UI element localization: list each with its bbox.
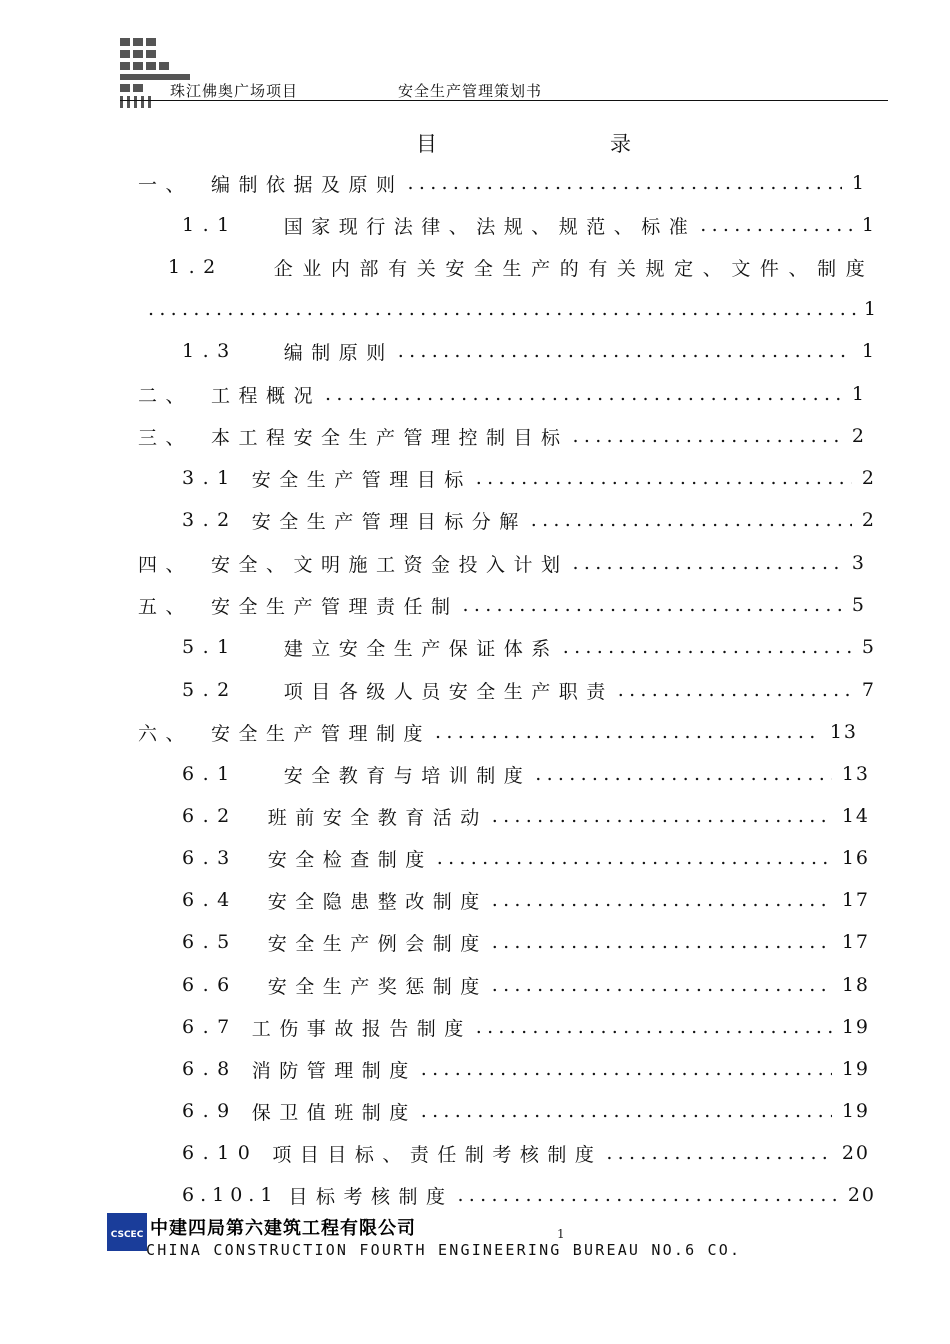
toc-entry-text: 安全生产管理目标	[251, 468, 472, 491]
toc-leader	[476, 1016, 832, 1038]
toc-entry[interactable]	[138, 421, 866, 451]
toc-entry[interactable]	[182, 210, 876, 240]
toc-leader	[535, 763, 832, 785]
toc-entry-text: 安全生产管理目标分解	[251, 510, 527, 533]
toc-entry-page: 20	[841, 1142, 870, 1164]
toc-entry-page: 17	[841, 931, 870, 953]
toc-entry-number: 三、	[138, 426, 194, 449]
toc-entry-text: 安全隐患整改制度	[267, 890, 488, 913]
toc-entry-page: 1	[861, 340, 876, 362]
toc-title	[0, 128, 950, 158]
toc-entry-text: 项目各级人员安全生产职责	[283, 680, 614, 703]
toc-entry-number: 6.10.1	[182, 1184, 279, 1206]
toc-entry[interactable]	[182, 675, 876, 705]
toc-entry-text: 安全生产奖惩制度	[267, 975, 488, 998]
toc-entry-page: 13	[841, 763, 870, 785]
toc-entry[interactable]	[182, 1054, 870, 1084]
toc-leader	[421, 1058, 832, 1080]
toc-entry-number: 6.1	[182, 763, 238, 785]
toc-entry[interactable]	[182, 336, 876, 366]
toc-entry[interactable]	[138, 548, 866, 578]
toc-entry-text: 班前安全教育活动	[267, 806, 488, 829]
toc-entry-text: 安全教育与培训制度	[283, 764, 532, 787]
toc-entry-number: 5.2	[182, 679, 238, 701]
toc-entry-number: 6.7	[182, 1016, 238, 1038]
toc-entry-number: 6.9	[182, 1100, 238, 1122]
toc-leader	[700, 214, 852, 236]
toc-leader	[606, 1142, 831, 1164]
toc-entry-page: 19	[841, 1058, 870, 1080]
toc-entry[interactable]	[182, 759, 870, 789]
toc-entry[interactable]	[182, 1012, 870, 1042]
toc-leader	[325, 383, 842, 405]
toc-entry-text: 目标考核制度	[288, 1185, 454, 1208]
toc-entry-text: 工程概况	[211, 384, 322, 407]
toc-title-left: 目	[416, 132, 437, 156]
cscec-logo-icon	[107, 1213, 147, 1251]
toc-entry[interactable]	[182, 843, 870, 873]
toc-leader	[531, 509, 852, 531]
toc-entry-number: 6.4	[182, 889, 238, 911]
toc-entry-text: 安全检查制度	[267, 848, 433, 871]
footer-page-number: 1	[557, 1227, 565, 1241]
toc-leader	[435, 721, 820, 743]
toc-entry-number: 五、	[138, 595, 194, 618]
toc-entry-page: 16	[841, 847, 870, 869]
toc-entry-page: 5	[851, 594, 866, 616]
toc-entry-page: 20	[847, 1184, 876, 1206]
toc-entry-page: 14	[841, 805, 870, 827]
toc-entry[interactable]	[138, 379, 866, 409]
header-project-name: 珠江佛奥广场项目	[170, 82, 299, 100]
toc-entry-page: 2	[851, 425, 866, 447]
toc-entry-text: 项目目标、责任制考核制度	[272, 1143, 603, 1166]
toc-entry-text: 本工程安全生产管理控制目标	[211, 426, 569, 449]
toc-leader	[463, 594, 842, 616]
toc-leader	[573, 425, 842, 447]
toc-entry[interactable]	[182, 632, 876, 662]
toc-entry-text: 编制依据及原则	[211, 173, 404, 196]
toc-leader	[421, 1100, 832, 1122]
toc-entry-number: 一、	[138, 173, 194, 196]
toc-entry-page: 2	[861, 467, 876, 489]
toc-leader	[492, 805, 832, 827]
toc-entry-text: 安全、文明施工资金投入计划	[211, 553, 569, 576]
toc-entry-text: 安全生产管理责任制	[211, 595, 459, 618]
toc-entry-page: 19	[841, 1100, 870, 1122]
toc-entry[interactable]	[182, 970, 870, 1000]
toc-entry-number: 5.1	[182, 636, 238, 658]
toc-entry[interactable]	[182, 927, 870, 957]
toc-leader	[492, 974, 832, 996]
toc-entry-text: 国家现行法律、法规、规范、标准	[283, 215, 697, 238]
toc-entry-page: 3	[851, 552, 866, 574]
toc-entry-page: 1	[861, 214, 876, 236]
toc-entry-number: 1.3	[182, 340, 238, 362]
toc-leader	[492, 889, 832, 911]
toc-entry-number: 四、	[138, 553, 194, 576]
toc-entry-number: 6.3	[182, 847, 238, 869]
toc-entry-number: 二、	[138, 384, 194, 407]
toc-entry-text: 企业内部有关安全生产的有关规定、文件、制度	[273, 257, 875, 280]
toc-entry-number: 1.1	[182, 214, 238, 236]
toc-title-right: 录	[610, 132, 631, 156]
toc-entry-page: 5	[861, 636, 876, 658]
toc-entry[interactable]	[182, 1180, 876, 1210]
toc-leader	[618, 679, 852, 701]
toc-entry-number: 6.5	[182, 931, 238, 953]
toc-entry[interactable]	[182, 885, 870, 915]
toc-entry-text: 工伤事故报告制度	[251, 1017, 472, 1040]
footer-company-name: 中建四局第六建筑工程有限公司	[150, 1218, 416, 1239]
toc-entry-page: 1	[851, 172, 866, 194]
toc-entry-text: 消防管理制度	[251, 1059, 417, 1082]
toc-entry-text: 安全生产例会制度	[267, 932, 488, 955]
toc-entry-text: 安全生产管理制度	[211, 722, 432, 745]
toc-entry-page: 18	[841, 974, 870, 996]
toc-leader	[408, 172, 842, 194]
toc-entry[interactable]	[182, 1138, 870, 1168]
header-document-title: 安全生产管理策划书	[398, 82, 543, 100]
toc-entry-page: 19	[841, 1016, 870, 1038]
toc-entry[interactable]	[182, 801, 870, 831]
toc-entry-text: 编制原则	[283, 341, 394, 364]
toc-entry[interactable]	[168, 252, 888, 282]
toc-entry[interactable]	[138, 590, 866, 620]
toc-entry-continuation[interactable]	[148, 294, 876, 324]
toc-entry-page: 1	[851, 383, 866, 405]
toc-entry[interactable]	[182, 463, 876, 493]
toc-entry-number: 3.1	[182, 467, 238, 489]
footer-company-english: CHINA CONSTRUCTION FOURTH ENGINEERING BUREAU NO.6 CO.	[146, 1241, 742, 1259]
toc-entry-number: 1.2	[168, 256, 224, 278]
toc-entry-text: 保卫值班制度	[251, 1101, 417, 1124]
toc-entry-number: 六、	[138, 722, 194, 745]
toc-leader	[398, 340, 852, 362]
toc-leader	[437, 847, 832, 869]
toc-entry-number: 6.6	[182, 974, 238, 996]
toc-leader	[148, 298, 862, 320]
toc-entry[interactable]	[138, 168, 866, 198]
toc-entry-page: 13	[829, 721, 858, 743]
toc-entry-page: 1	[863, 298, 876, 320]
toc-entry-number: 6.10	[182, 1142, 259, 1164]
toc-entry[interactable]	[138, 717, 858, 747]
toc-entry-page: 2	[861, 509, 876, 531]
toc-entry[interactable]	[182, 505, 876, 535]
toc-entry[interactable]	[182, 1096, 870, 1126]
toc-leader	[573, 552, 842, 574]
toc-leader	[492, 931, 832, 953]
toc-entry-text: 建立安全生产保证体系	[283, 637, 559, 660]
toc-entry-number: 6.8	[182, 1058, 238, 1080]
toc-leader	[563, 636, 852, 658]
cscec-logo-text: CSCEC	[110, 1230, 144, 1240]
toc-entry-number: 6.2	[182, 805, 238, 827]
toc-entry-page: 7	[861, 679, 876, 701]
toc-leader	[457, 1184, 837, 1206]
header-divider	[120, 100, 888, 101]
toc-entry-page: 17	[841, 889, 870, 911]
toc-leader	[476, 467, 852, 489]
toc-entry-number: 3.2	[182, 509, 238, 531]
